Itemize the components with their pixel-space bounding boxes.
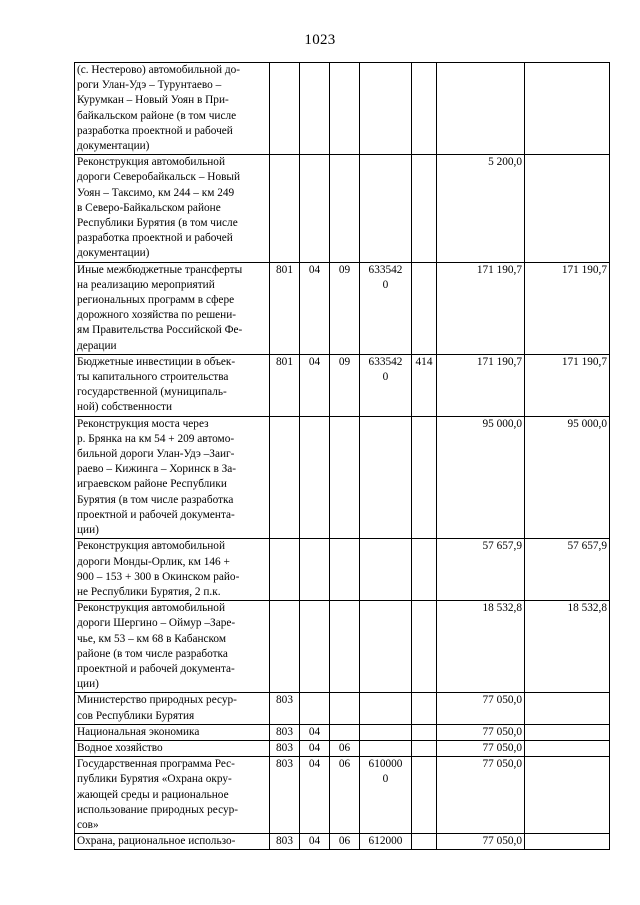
item-name-line: проектной и рабочей документа- bbox=[77, 662, 235, 675]
table-row bbox=[75, 155, 610, 262]
ministry-code-cell bbox=[270, 834, 300, 850]
amount-year2-value: 95 000,0 bbox=[567, 417, 607, 430]
item-name-line: раево – Кижинга – Хоринск в За- bbox=[77, 463, 237, 476]
section-code-cell bbox=[300, 416, 330, 539]
section-code-cell bbox=[300, 539, 330, 601]
item-name-line: разработка проектной и рабочей bbox=[77, 124, 233, 137]
item-name-line: 900 – 153 + 300 в Окинском райо- bbox=[77, 570, 240, 583]
section-code-value: 04 bbox=[308, 741, 321, 754]
section-code-cell bbox=[300, 740, 330, 756]
section-code-cell bbox=[300, 693, 330, 724]
subsection-code-cell bbox=[330, 155, 360, 262]
item-name-line: дороги Монды-Орлик, км 146 + bbox=[77, 555, 230, 568]
amount-year2-cell bbox=[525, 601, 610, 693]
item-name-line: сов Республики Бурятия bbox=[77, 709, 195, 722]
amount-year2-value: 18 532,8 bbox=[567, 602, 607, 615]
target-article-cell bbox=[360, 740, 412, 756]
section-code-cell bbox=[300, 601, 330, 693]
amount-year1-value: 77 050,0 bbox=[482, 835, 522, 848]
item-name-line: Реконструкция моста через bbox=[77, 417, 209, 430]
item-name-line: дороги Шергино – Оймур –Заре- bbox=[77, 617, 236, 630]
target-article-line: 0 bbox=[382, 371, 389, 384]
item-name-line: Национальная экономика bbox=[77, 725, 200, 738]
ministry-code-value: 803 bbox=[276, 694, 293, 707]
item-name-line: на реализацию мероприятий bbox=[77, 278, 215, 291]
item-name-line: дороги Северобайкальск – Новый bbox=[77, 171, 241, 184]
table-row bbox=[75, 693, 610, 724]
subsection-code-value: 06 bbox=[338, 758, 351, 771]
item-name-line: публики Бурятия «Охрана окру- bbox=[77, 773, 232, 786]
item-name-line: р. Брянка на км 54 + 209 автомо- bbox=[77, 432, 235, 445]
item-name-line: Иные межбюджетные трансферты bbox=[77, 263, 243, 276]
subsection-code-value: 06 bbox=[338, 835, 351, 848]
amount-year1-cell bbox=[437, 693, 525, 724]
amount-year1-value: 5 200,0 bbox=[488, 156, 522, 169]
amount-year2-value: 57 657,9 bbox=[567, 540, 607, 553]
item-name-line: документации) bbox=[77, 140, 150, 153]
amount-year1-cell bbox=[437, 416, 525, 539]
target-article-line: 0 bbox=[382, 278, 389, 291]
item-name-cell bbox=[75, 262, 270, 354]
item-name-line: Реконструкция автомобильной bbox=[77, 156, 226, 169]
amount-year1-cell bbox=[437, 724, 525, 740]
target-article-line: 610000 bbox=[368, 758, 403, 771]
amount-year1-value: 77 050,0 bbox=[482, 741, 522, 754]
amount-year1-value: 171 190,7 bbox=[476, 355, 522, 368]
amount-year2-cell bbox=[525, 757, 610, 834]
expense-type-cell bbox=[412, 416, 437, 539]
target-article-line: 0 bbox=[382, 773, 389, 786]
ministry-code-cell bbox=[270, 693, 300, 724]
amount-year2-cell bbox=[525, 63, 610, 155]
item-name-line: Реконструкция автомобильной bbox=[77, 540, 226, 553]
table-row bbox=[75, 740, 610, 756]
item-name-line: проектной и рабочей документа- bbox=[77, 508, 235, 521]
subsection-code-cell bbox=[330, 539, 360, 601]
target-article-line: 633542 bbox=[368, 263, 403, 276]
amount-year1-cell bbox=[437, 834, 525, 850]
ministry-code-value: 803 bbox=[276, 835, 293, 848]
ministry-code-value: 803 bbox=[276, 741, 293, 754]
item-name-line: Реконструкция автомобильной bbox=[77, 602, 226, 615]
ministry-code-value: 801 bbox=[276, 355, 293, 368]
target-article-cell bbox=[360, 757, 412, 834]
ministry-code-cell bbox=[270, 601, 300, 693]
item-name-line: Водное хозяйство bbox=[77, 741, 163, 754]
amount-year1-value: 171 190,7 bbox=[476, 263, 522, 276]
section-code-cell bbox=[300, 155, 330, 262]
table-row bbox=[75, 601, 610, 693]
section-code-value: 04 bbox=[308, 835, 321, 848]
item-name-line: дорожного хозяйства по решени- bbox=[77, 309, 237, 322]
amount-year1-value: 77 050,0 bbox=[482, 725, 522, 738]
item-name-line: разработка проектной и рабочей bbox=[77, 232, 233, 245]
amount-year2-cell bbox=[525, 155, 610, 262]
expense-type-value: 414 bbox=[415, 355, 433, 368]
amount-year2-cell bbox=[525, 740, 610, 756]
section-code-cell bbox=[300, 354, 330, 416]
amount-year1-value: 95 000,0 bbox=[482, 417, 522, 430]
subsection-code-cell bbox=[330, 740, 360, 756]
expense-type-cell bbox=[412, 155, 437, 262]
ministry-code-value: 803 bbox=[276, 725, 293, 738]
expense-type-cell bbox=[412, 262, 437, 354]
ministry-code-cell bbox=[270, 63, 300, 155]
item-name-line: бильной дороги Улан-Удэ –Заиг- bbox=[77, 448, 235, 461]
expense-type-cell bbox=[412, 740, 437, 756]
table-row bbox=[75, 63, 610, 155]
ministry-code-cell bbox=[270, 354, 300, 416]
ministry-code-cell bbox=[270, 155, 300, 262]
item-name-line: не Республики Бурятия, 2 п.к. bbox=[77, 585, 221, 598]
amount-year1-value: 77 050,0 bbox=[482, 694, 522, 707]
expense-type-cell bbox=[412, 601, 437, 693]
item-name-line: Бюджетные инвестиции в объек- bbox=[77, 355, 236, 368]
amount-year1-value: 18 532,8 bbox=[482, 602, 522, 615]
target-article-cell bbox=[360, 155, 412, 262]
item-name-line: государственной (муниципаль- bbox=[77, 386, 227, 399]
amount-year2-cell bbox=[525, 354, 610, 416]
item-name-line: жающей среды и рациональное bbox=[77, 788, 229, 801]
section-code-value: 04 bbox=[308, 263, 321, 276]
section-code-cell bbox=[300, 262, 330, 354]
item-name-line: Уоян – Таксимо, км 244 – км 249 bbox=[77, 186, 235, 199]
expense-type-cell bbox=[412, 539, 437, 601]
page-number: 1023 bbox=[304, 32, 336, 48]
target-article-cell bbox=[360, 539, 412, 601]
budget-table bbox=[74, 62, 610, 850]
subsection-code-cell bbox=[330, 757, 360, 834]
item-name-cell bbox=[75, 757, 270, 834]
item-name-cell bbox=[75, 601, 270, 693]
item-name-line: роги Улан-Удэ – Турунтаево – bbox=[77, 79, 222, 92]
ministry-code-cell bbox=[270, 416, 300, 539]
item-name-line: ции) bbox=[77, 524, 99, 537]
ministry-code-value: 801 bbox=[276, 263, 293, 276]
subsection-code-value: 09 bbox=[338, 355, 351, 368]
amount-year1-cell bbox=[437, 757, 525, 834]
item-name-line: ции) bbox=[77, 678, 99, 691]
expense-type-cell bbox=[412, 354, 437, 416]
table-row bbox=[75, 262, 610, 354]
ministry-code-cell bbox=[270, 724, 300, 740]
section-code-cell bbox=[300, 834, 330, 850]
target-article-cell bbox=[360, 416, 412, 539]
subsection-code-cell bbox=[330, 724, 360, 740]
table-row bbox=[75, 757, 610, 834]
item-name-line: документации) bbox=[77, 247, 150, 260]
item-name-line: Министерство природных ресур- bbox=[77, 694, 237, 707]
item-name-line: (с. Нестерово) автомобильной до- bbox=[77, 64, 241, 76]
item-name-line: Государственная программа Рес- bbox=[77, 758, 235, 771]
amount-year1-cell bbox=[437, 262, 525, 354]
expense-type-cell bbox=[412, 834, 437, 850]
item-name-line: дерации bbox=[77, 339, 117, 352]
amount-year1-cell bbox=[437, 354, 525, 416]
amount-year1-value: 57 657,9 bbox=[482, 540, 522, 553]
table-row bbox=[75, 834, 610, 850]
item-name-line: районе (в том числе разработка bbox=[77, 647, 228, 660]
table-row bbox=[75, 539, 610, 601]
target-article-cell bbox=[360, 63, 412, 155]
amount-year2-cell bbox=[525, 834, 610, 850]
amount-year2-value: 171 190,7 bbox=[561, 263, 607, 276]
item-name-cell bbox=[75, 155, 270, 262]
amount-year1-value: 77 050,0 bbox=[482, 758, 522, 771]
item-name-line: Охрана, рациональное использо- bbox=[77, 835, 236, 848]
subsection-code-cell bbox=[330, 834, 360, 850]
amount-year2-cell bbox=[525, 539, 610, 601]
item-name-line: Республики Бурятия (в том числе bbox=[77, 217, 238, 230]
target-article-cell bbox=[360, 354, 412, 416]
expense-type-cell bbox=[412, 724, 437, 740]
item-name-line: чье, км 53 – км 68 в Кабанском bbox=[77, 632, 227, 645]
expense-type-cell bbox=[412, 757, 437, 834]
expense-type-cell bbox=[412, 693, 437, 724]
ministry-code-cell bbox=[270, 740, 300, 756]
target-article-cell bbox=[360, 262, 412, 354]
item-name-line: в Северо-Байкальском районе bbox=[77, 201, 221, 214]
table-row bbox=[75, 416, 610, 539]
amount-year1-cell bbox=[437, 155, 525, 262]
section-code-value: 04 bbox=[308, 725, 321, 738]
target-article-line: 633542 bbox=[368, 355, 403, 368]
item-name-line: ям Правительства Российской Фе- bbox=[77, 324, 243, 337]
ministry-code-cell bbox=[270, 539, 300, 601]
table-row bbox=[75, 354, 610, 416]
section-code-value: 04 bbox=[308, 355, 321, 368]
item-name-line: сов» bbox=[77, 818, 99, 831]
target-article-cell bbox=[360, 601, 412, 693]
section-code-cell bbox=[300, 757, 330, 834]
expense-type-cell bbox=[412, 63, 437, 155]
section-code-cell bbox=[300, 724, 330, 740]
item-name-cell bbox=[75, 724, 270, 740]
target-article-cell bbox=[360, 693, 412, 724]
amount-year2-cell bbox=[525, 262, 610, 354]
subsection-code-cell bbox=[330, 63, 360, 155]
amount-year1-cell bbox=[437, 539, 525, 601]
amount-year2-value: 171 190,7 bbox=[561, 355, 607, 368]
subsection-code-cell bbox=[330, 262, 360, 354]
table-row bbox=[75, 724, 610, 740]
item-name-cell bbox=[75, 416, 270, 539]
target-article-cell bbox=[360, 834, 412, 850]
item-name-cell bbox=[75, 834, 270, 850]
item-name-line: байкальском районе (в том числе bbox=[77, 109, 237, 122]
item-name-line: Бурятия (в том числе разработка bbox=[77, 493, 234, 506]
target-article-line: 612000 bbox=[368, 835, 403, 848]
subsection-code-cell bbox=[330, 416, 360, 539]
amount-year2-cell bbox=[525, 693, 610, 724]
target-article-cell bbox=[360, 724, 412, 740]
ministry-code-cell bbox=[270, 757, 300, 834]
section-code-value: 04 bbox=[308, 758, 321, 771]
amount-year2-cell bbox=[525, 724, 610, 740]
subsection-code-cell bbox=[330, 601, 360, 693]
subsection-code-value: 09 bbox=[338, 263, 351, 276]
subsection-code-cell bbox=[330, 354, 360, 416]
ministry-code-cell bbox=[270, 262, 300, 354]
item-name-cell bbox=[75, 354, 270, 416]
amount-year2-cell bbox=[525, 416, 610, 539]
subsection-code-value: 06 bbox=[338, 741, 351, 754]
item-name-cell bbox=[75, 539, 270, 601]
item-name-line: ной) собственности bbox=[77, 401, 172, 414]
item-name-line: играевском районе Республики bbox=[77, 478, 227, 491]
item-name-line: региональных программ в сфере bbox=[77, 294, 235, 307]
ministry-code-value: 803 bbox=[276, 758, 293, 771]
amount-year1-cell bbox=[437, 601, 525, 693]
amount-year1-cell bbox=[437, 740, 525, 756]
item-name-line: использование природных ресур- bbox=[77, 803, 239, 816]
section-code-cell bbox=[300, 63, 330, 155]
item-name-line: Курумкан – Новый Уоян в При- bbox=[77, 94, 229, 107]
subsection-code-cell bbox=[330, 693, 360, 724]
amount-year1-cell bbox=[437, 63, 525, 155]
item-name-cell bbox=[75, 693, 270, 724]
budget-table-body bbox=[75, 63, 610, 850]
item-name-cell bbox=[75, 740, 270, 756]
item-name-cell bbox=[75, 63, 270, 155]
item-name-line: ты капитального строительства bbox=[77, 371, 229, 384]
